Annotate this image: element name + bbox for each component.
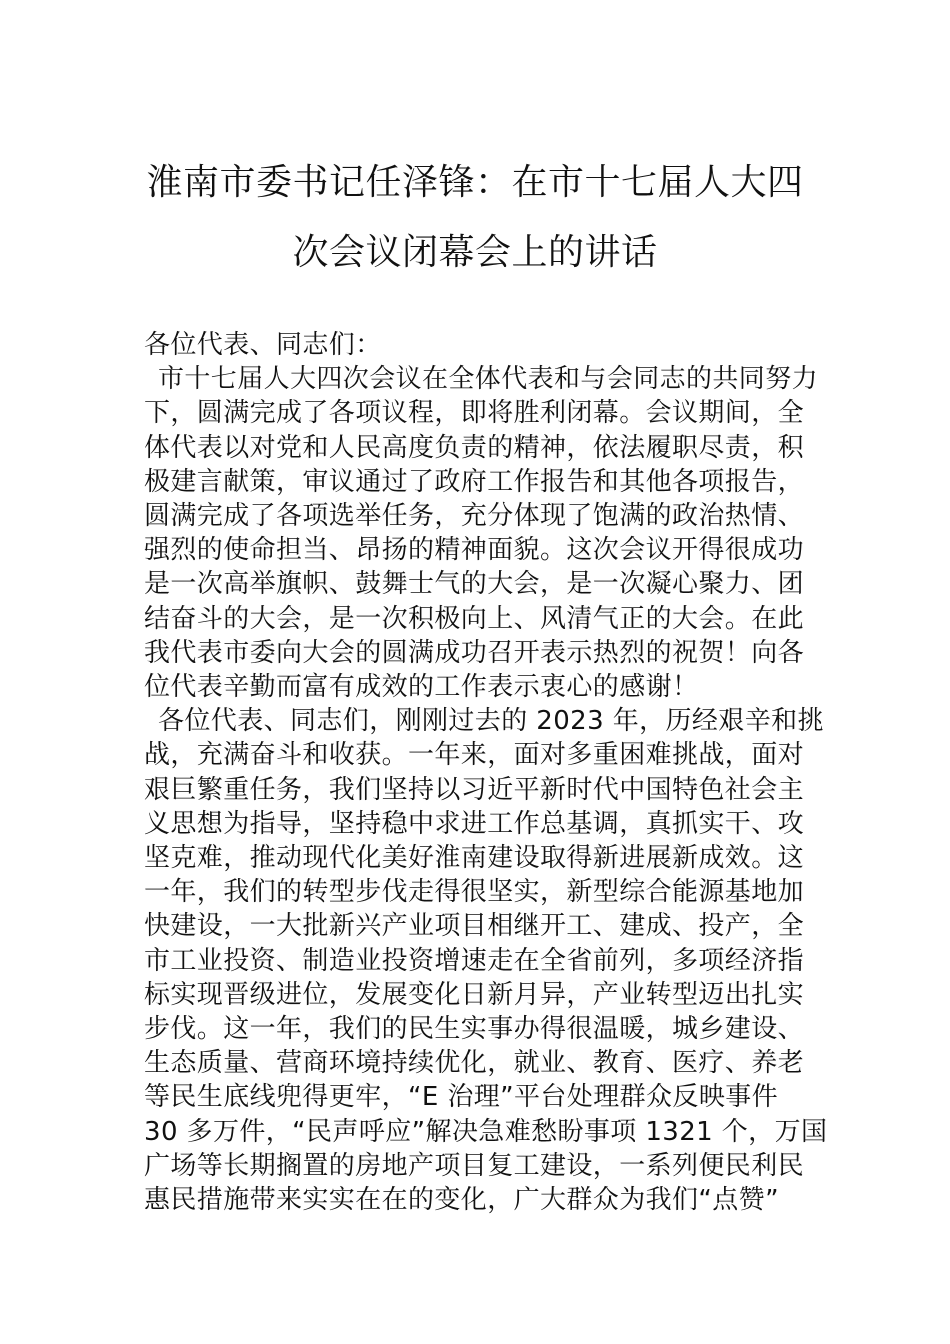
paragraph-2-line: 30 多万件，“民声呼应”解决急难愁盼事项 1321 个，万国: [144, 1116, 828, 1147]
paragraph-2-line: 坚克难，推动现代化美好淮南建设取得新进展新成效。这: [144, 843, 805, 874]
paragraph-1-line: 市十七届人大四次会议在全体代表和与会同志的共同努力: [158, 364, 819, 395]
paragraph-2-line: 艰巨繁重任务，我们坚持以习近平新时代中国特色社会主: [144, 774, 805, 805]
paragraph-1-line: 圆满完成了各项选举任务，充分体现了饱满的政治热情、: [144, 501, 805, 532]
paragraph-2-line: 步伐。这一年，我们的民生实事办得很温暖，城乡建设、: [144, 1014, 805, 1045]
paragraph-1-line: 强烈的使命担当、昂扬的精神面貌。这次会议开得很成功: [144, 535, 805, 566]
paragraph-1-line: 极建言献策，审议通过了政府工作报告和其他各项报告，: [144, 466, 805, 497]
paragraph-2-line: 标实现晋级进位，发展变化日新月异，产业转型迈出扎实: [144, 979, 805, 1010]
paragraph-2-line: 战，充满奋斗和收获。一年来，面对多重困难挑战，面对: [144, 740, 805, 771]
paragraph-1-line: 体代表以对党和人民高度负责的精神，依法履职尽责，积: [144, 432, 805, 463]
title-line: 次会议闭幕会上的讲话: [292, 232, 658, 273]
salutation: 各位代表、同志们：: [144, 330, 382, 360]
document-title: [110, 160, 840, 276]
paragraph-2-line: 市工业投资、制造业投资增速走在全省前列，多项经济指: [144, 945, 805, 976]
paragraph-2-line: 一年，我们的转型步伐走得很坚实，新型综合能源基地加: [144, 877, 805, 908]
paragraph-2-line: 生态质量、营商环境持续优化，就业、教育、医疗、养老: [144, 1048, 805, 1079]
paragraph-2-line: 惠民措施带来实实在在的变化，广大群众为我们“点赞”: [144, 1185, 779, 1216]
paragraph-1-line: 我代表市委向大会的圆满成功召开表示热烈的祝贺！向各: [144, 637, 805, 668]
paragraph-1-line: 是一次高举旗帜、鼓舞士气的大会，是一次凝心聚力、团: [144, 569, 805, 600]
paragraph-2-line: 快建设，一大批新兴产业项目相继开工、建成、投产，全: [144, 911, 805, 942]
paragraph-2-line: 等民生底线兜得更牢，“E 治理”平台处理群众反映事件: [144, 1082, 779, 1113]
paragraph-1-line: 下，圆满完成了各项议程，即将胜利闭幕。会议期间，全: [144, 398, 805, 429]
title-line: 淮南市委书记任泽锋：在市十七届人大四: [146, 162, 804, 203]
paragraph-2-line: 各位代表、同志们，刚刚过去的 2023 年，历经艰辛和挑: [158, 706, 824, 737]
paragraph-2-line: 义思想为指导，坚持稳中求进工作总基调，真抓实干、攻: [144, 808, 805, 839]
paragraph-2-line: 广场等长期搁置的房地产项目复工建设，一系列便民利民: [144, 1150, 805, 1181]
paragraph-1-line: 结奋斗的大会，是一次积极向上、风清气正的大会。在此: [144, 603, 805, 634]
paragraph-1-line: 位代表辛勤而富有成效的工作表示衷心的感谢！: [144, 672, 699, 703]
document-body: [144, 328, 828, 1217]
